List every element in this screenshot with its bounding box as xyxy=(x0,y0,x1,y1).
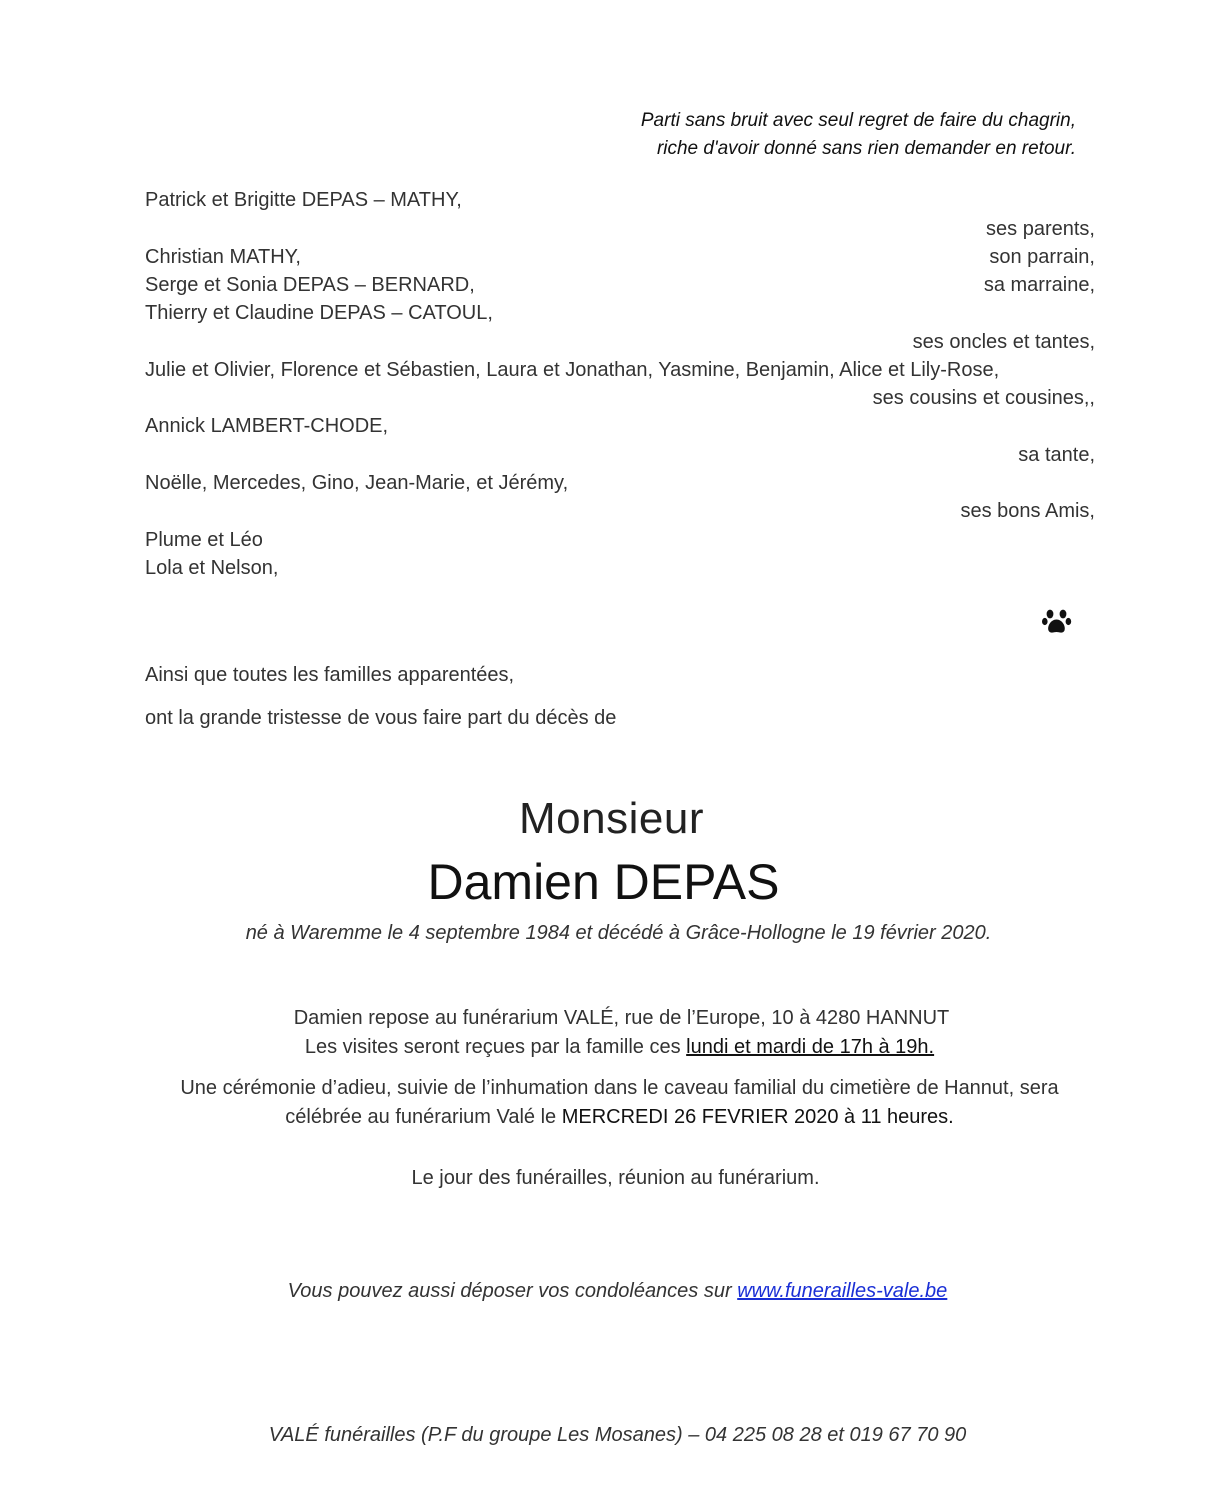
announcement-line-2: ont la grande tristesse de vous faire part du décès de xyxy=(145,707,617,729)
ceremony-line-2 xyxy=(16,1103,1207,1131)
cousins-names: Julie et Olivier, Florence et Sébastien, Laura et Jonathan, Yasmine, Benjamin, Alice et Lily-Rose, xyxy=(145,359,1000,381)
quote-line-1: Parti sans bruit avec seul regret de faire du chagrin, xyxy=(640,110,1076,131)
visits-info xyxy=(16,1033,1207,1061)
godmother-role: sa marraine, xyxy=(983,274,1095,296)
godfather-name: Christian MATHY, xyxy=(145,246,301,268)
condolences-link[interactable]: www.funerailles-vale.be xyxy=(737,1280,948,1302)
friends-role: ses bons Amis, xyxy=(960,500,1095,522)
aunt-name: Annick LAMBERT-CHODE, xyxy=(145,415,389,437)
footer-contact: VALÉ funérailles (P.F du groupe Les Mosanes) – 04 225 08 28 et 019 67 70 90 xyxy=(268,1424,967,1446)
deceased-title: Monsieur xyxy=(519,794,704,843)
visits-days: lundi et mardi de 17h à 19h. xyxy=(686,1036,935,1058)
godmother-name: Serge et Sonia DEPAS – BERNARD, xyxy=(145,274,475,296)
pets-line-1: Plume et Léo xyxy=(145,529,263,551)
pets-line-2: Lola et Nelson, xyxy=(145,557,279,579)
visits-prefix: Les visites seront reçues par la famille ces xyxy=(304,1036,687,1058)
friends-names: Noëlle, Mercedes, Gino, Jean-Marie, et Jérémy, xyxy=(145,472,569,494)
meeting-info: Le jour des funérailles, réunion au funérarium. xyxy=(411,1167,820,1189)
ceremony-line-1: Une cérémonie d’adieu, suivie de l’inhumation dans le caveau familial du cimetière de Hannut, sera xyxy=(180,1077,1059,1099)
paw-print-icon xyxy=(1042,608,1072,635)
aunt-role: sa tante, xyxy=(1018,444,1095,466)
announcement-line-1: Ainsi que toutes les familles apparentées, xyxy=(145,664,515,686)
godfather-role: son parrain, xyxy=(989,246,1095,268)
deceased-name: Damien DEPAS xyxy=(427,854,780,910)
quote-line-2: riche d'avoir donné sans rien demander en retour. xyxy=(656,138,1076,159)
condolences-line xyxy=(14,1277,1207,1305)
uncle-name: Thierry et Claudine DEPAS – CATOUL, xyxy=(145,302,493,324)
cousins-role: ses cousins et cousines,, xyxy=(872,387,1095,409)
ceremony-prefix: célébrée au funérarium Valé le xyxy=(285,1106,562,1128)
parents-names: Patrick et Brigitte DEPAS – MATHY, xyxy=(145,189,462,211)
parents-role: ses parents, xyxy=(986,218,1095,240)
condolences-text: Vous pouvez aussi déposer vos condoléances sur xyxy=(287,1280,738,1302)
repose-info: Damien repose au funérarium VALÉ, rue de l’Europe, 10 à 4280 HANNUT xyxy=(293,1007,950,1029)
deceased-dates: né à Waremme le 4 septembre 1984 et décédé à Grâce-Hollogne le 19 février 2020. xyxy=(245,922,992,944)
ceremony-date: MERCREDI 26 FEVRIER 2020 à 11 heures. xyxy=(561,1106,954,1128)
uncles-role: ses oncles et tantes, xyxy=(912,331,1095,353)
